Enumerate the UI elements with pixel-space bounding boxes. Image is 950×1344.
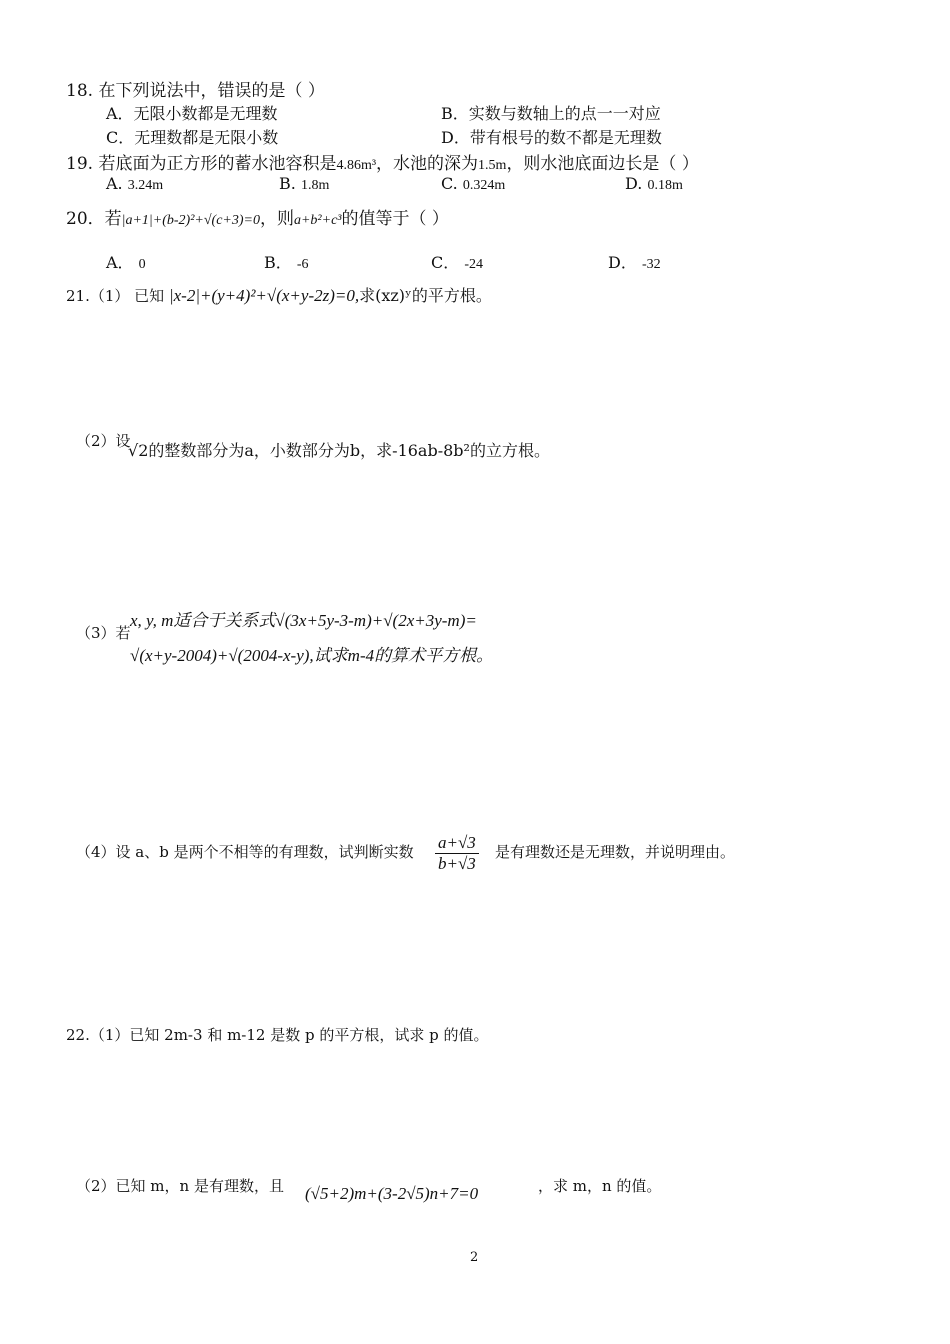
q19-option-a: [106, 174, 163, 194]
q20-option-d-label: D．: [608, 253, 637, 272]
q21-part1: [66, 283, 492, 306]
q19-option-d-label: D.: [625, 174, 643, 193]
q19-option-a-value: 3.24m: [127, 178, 164, 193]
q18-option-d: D．带有根号的数不都是无理数: [441, 128, 662, 147]
q21-part2-text: √2的整数部分为a，小数部分为b，求-16ab-8b²的立方根。: [128, 441, 550, 460]
q21-part1-label: 21.（1） 已知: [66, 287, 165, 305]
q19-option-c-label: C.: [441, 174, 458, 193]
page-number: 2: [470, 1250, 479, 1265]
q21-part3-line1: x, y, m适合于关系式√(3x+5y-3-m)+√(2x+3y-m)=: [130, 611, 477, 630]
q20-option-a: [106, 250, 146, 273]
q22-part2-equation: (√5+2)m+(3-2√5)n+7=0: [305, 1184, 479, 1203]
q20-option-a-label: A．: [106, 253, 134, 272]
q19-option-c: [441, 174, 505, 194]
q18-option-a: A．无限小数都是无理数: [106, 104, 278, 123]
q19-option-c-value: 0.324m: [462, 178, 506, 193]
q20-option-b-value: -6: [296, 257, 309, 272]
q20-expression: a+b²+c³: [293, 213, 342, 228]
q20-pre: 20．若: [66, 209, 122, 229]
q19-option-d: [625, 174, 683, 194]
q19-stem-post: ，则水池底面边长是（ ）: [506, 154, 699, 174]
q19-volume: 4.86m³: [336, 158, 377, 173]
q20-option-c: [431, 250, 483, 273]
q19-stem: [66, 149, 699, 174]
q21-part3-line2: √(x+y-2004)+√(2004-x-y),试求m-4的算术平方根。: [130, 646, 494, 665]
q20-stem: [66, 204, 449, 229]
q20-option-c-label: C．: [431, 253, 460, 272]
q21-part1-question: 求(xz)ʸ的平方根。: [359, 286, 492, 305]
q20-option-d: [608, 250, 661, 273]
q22-part1: 22.（1）已知 2m-3 和 m-12 是数 p 的平方根，试求 p 的值。: [66, 1026, 489, 1044]
q21-part4-pre: （4）设 a、b 是两个不相等的有理数，试判断实数: [76, 843, 414, 861]
q21-part4-denominator: b+√3: [438, 854, 476, 873]
q18-option-c: C．无理数都是无限小数: [106, 128, 279, 147]
q22-part2-pre: （2）已知 m，n 是有理数，且: [76, 1177, 284, 1195]
q18-option-b: B．实数与数轴上的点一一对应: [441, 104, 661, 123]
q19-stem-mid: ，水池的深为: [376, 154, 479, 174]
q19-option-b-value: 1.8m: [300, 178, 330, 193]
q18-stem: 18. 在下列说法中，错误的是（ ）: [66, 81, 325, 101]
q20-option-b: [264, 250, 309, 273]
q20-option-d-value: -32: [641, 257, 661, 272]
q19-option-d-value: 0.18m: [647, 178, 683, 193]
q20-equation: |a+1|+(b-2)²+√(c+3)=0: [121, 213, 260, 228]
q19-stem-pre: 19. 若底面为正方形的蓄水池容积是: [66, 154, 337, 174]
q19-option-a-label: A.: [106, 174, 123, 193]
q21-part4-fraction: [435, 833, 479, 874]
q21-part4-post: 是有理数还是无理数，并说明理由。: [495, 843, 736, 861]
q19-depth: 1.5m: [478, 158, 507, 173]
q21-part1-equation: |x-2|+(y+4)²+√(x+y-2z)=0,: [168, 286, 360, 305]
q21-part3-label: （3）若: [76, 624, 131, 642]
q20-mid: ，则: [259, 209, 294, 229]
q22-part2-post: ，求 m，n 的值。: [538, 1177, 662, 1195]
q19-option-b: [279, 174, 329, 194]
q20-option-a-value: 0: [138, 257, 146, 272]
q20-option-b-label: B．: [264, 253, 292, 272]
q21-part2-label: （2）设: [76, 432, 131, 450]
q20-post: 的值等于（ ）: [341, 209, 449, 229]
q21-part4-numerator: a+√3: [435, 833, 479, 854]
q20-option-c-value: -24: [464, 257, 484, 272]
q19-option-b-label: B.: [279, 174, 296, 193]
